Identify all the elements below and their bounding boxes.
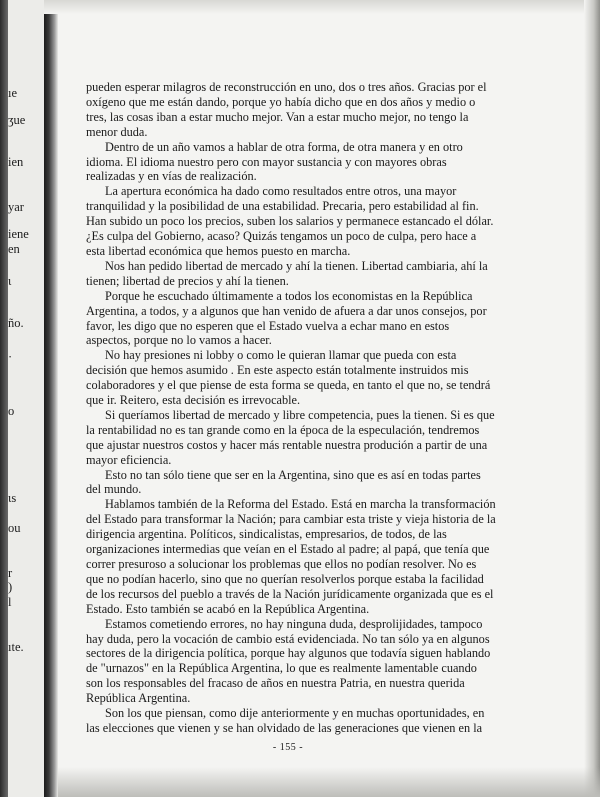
facing-fragment: l	[8, 595, 12, 609]
facing-fragment: o	[8, 404, 15, 418]
facing-fragment: ·	[8, 350, 13, 364]
facing-fragment: r	[8, 566, 13, 580]
page-bottom-edge	[58, 767, 600, 797]
facing-fragment: ou	[8, 521, 21, 535]
body-text	[86, 80, 496, 736]
paragraph: Nos han pedido libertad de mercado y ahí la tienen. Libertad cambiaria, ahí la tienen; libertad de precios y ahí la tienen.	[86, 258, 488, 288]
paragraph: Estamos cometiendo errores, no hay ninguna duda, desprolijidades, tampoco hay duda, pero la vocación de cambio está evidenciada. No tan sólo ya en algunos sectores de la dirigencia política, porque hay algunos que todavía siguen hablando de "urnazos" en la República Argentina, lo que es realmente lamentable cuando son los responsables del fracaso de años en nuestra Patria, en nuestra querida República Argentina.	[86, 616, 491, 706]
paragraph: Porque he escuchado últimamente a todos los economistas en la República Argentina, a todos, y a algunos que han venido de afuera a dar unos consejos, por favor, les digo que no esperen que el Estado vuelva a echar mano en estos aspectos, porque no lo vamos a hacer.	[86, 288, 487, 348]
facing-fragment: ιs	[8, 491, 17, 505]
facing-fragment: ʒue	[8, 113, 26, 127]
paragraph: Hablamos también de la Reforma del Estado. Está en marcha la transformación del Estado para transformar la Nación; para cambiar esta triste y vieja historia de la dirigencia argentina. Políticos, sindicalistas, empresarios, de todos, de las organizaciones intermedias que veían en el Estado al padre; al papá, que tenía que correr presuroso a solucionar los problemas que ellos no podían resolver. No es que no podían hacerlo, sino que no querían resolverlos porque estaba la facilidad de los recursos del pueblo a través de la Nación jurídicamente organizada que es el Estado. Esto también se acabó en la República Argentina.	[86, 497, 496, 616]
facing-fragment: ι	[8, 274, 12, 288]
facing-fragment: ıte.	[8, 640, 24, 654]
paragraph: Dentro de un año vamos a hablar de otra forma, de otra manera y en otro idioma. El idioma nuestro pero con mayor sustancia y con mayores obras realizadas y en vías de realización.	[86, 139, 463, 184]
paragraph: No hay presiones ni lobby o como le quieran llamar que pueda con esta decisión que hemos asumido . En este aspecto están totalmente instruidos mis colaboradores y el que piense de esta forma se queda, en tanto el que no, se tendrá que ir. Reitero, esta decisión es irrevocable.	[86, 348, 491, 408]
scan-gutter	[0, 0, 8, 797]
paragraph: Esto no tan sólo tiene que ser en la Argentina, sino que es así en todas partes del mundo.	[86, 467, 481, 497]
page-top-edge	[44, 0, 600, 14]
facing-fragment: ıe	[8, 86, 18, 100]
facing-fragment: en	[8, 242, 20, 256]
page-right-edge	[584, 0, 600, 797]
facing-fragment: ien	[8, 155, 24, 169]
page-number-text: - 155 -	[272, 742, 304, 753]
facing-fragment: )	[8, 580, 13, 594]
paragraph: Si queríamos libertad de mercado y libre competencia, pues la tienen. Si es que la rentabilidad no es tan grande como en la época de la especulación, tendremos que ajustar nuestros costos y hacer más rentable nuestra produción a partir de una mayor eficiencia.	[86, 407, 495, 467]
book-spine-shadow	[44, 0, 58, 797]
facing-fragment: ño.	[8, 316, 24, 330]
page-number	[0, 742, 600, 753]
facing-page-strip	[8, 0, 44, 797]
paragraph: pueden esperar milagros de reconstrucción en uno, dos o tres años. Gracias por el oxígeno que me están dando, porque yo había dicho que en dos años y medio o tres, las cosas iban a estar mucho mejor. Van a estar mucho mejor, no tengo la menor duda.	[86, 80, 487, 139]
facing-fragment: yar	[8, 200, 24, 214]
facing-fragment: iene	[8, 227, 29, 241]
paragraph: Son los que piensan, como dije anteriormente y en muchas oportunidades, en las elecciones que vienen y se han olvidado de las generaciones que vienen en la	[86, 706, 485, 735]
paragraph: La apertura económica ha dado como resultados entre otros, una mayor tranquilidad y la posibilidad de una estabilidad. Precaria, pero estabilidad al fin. Han subido un poco los precios, suben los salarios y permanece estancado el dólar. ¿Es culpa del Gobierno, acaso? Quizás tengamos un poco de culpa, pero hace a esta libertad económica que hemos puesto en marcha.	[86, 184, 494, 258]
